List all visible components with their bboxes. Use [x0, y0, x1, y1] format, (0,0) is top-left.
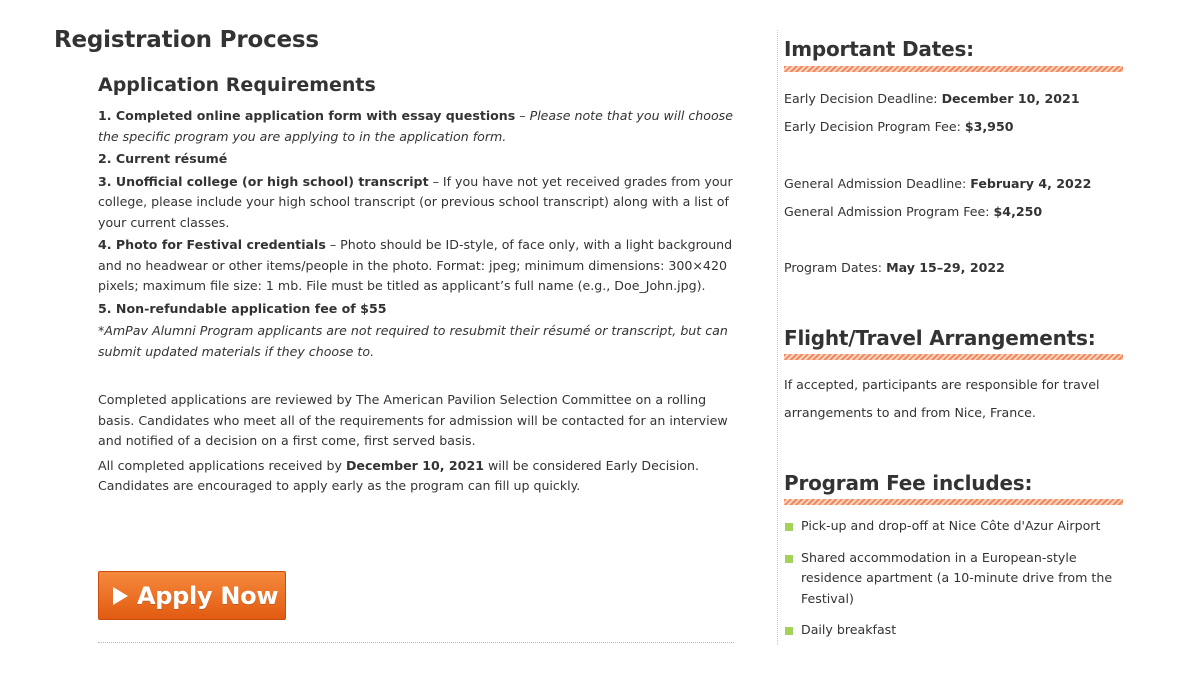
- square-bullet-icon: [785, 555, 793, 563]
- fee-includes-title: Program Fee includes:: [784, 471, 1033, 495]
- date-value: May 15–29, 2022: [886, 260, 1005, 275]
- requirement-separator: –: [515, 108, 530, 123]
- requirement-label: 5. Non-refundable application fee of $55: [98, 300, 387, 316]
- requirement-separator: –: [325, 237, 341, 252]
- apply-now-button[interactable]: [98, 571, 286, 620]
- date-label: Program Dates:: [784, 260, 887, 275]
- list-item: [784, 620, 1124, 641]
- apply-now-label: Apply Now: [137, 581, 279, 610]
- requirement-label: 2. Current résumé: [98, 151, 228, 166]
- requirement-separator: –: [428, 173, 443, 189]
- column-divider: [777, 30, 778, 645]
- early-text-after: will be considered Early Decision. Candidates are encouraged to apply early as the program can fill up quickly.: [98, 457, 700, 493]
- list-item: [784, 516, 1124, 537]
- date-label: General Admission Deadline:: [784, 176, 971, 191]
- travel-text: If accepted, participants are responsible for travel arrangements to and from Nice, France.: [784, 377, 1100, 420]
- travel-title: Flight/Travel Arrangements:: [784, 326, 1096, 350]
- requirement-detail: If you have not yet received grades from your college, please include your high school transcript (or previous school transcript) along with a list of your current classes.: [98, 173, 733, 230]
- fee-item-text: Shared accommodation in a European-style residence apartment (a 10-minute drive from the Festival): [801, 549, 1113, 606]
- date-label: General Admission Program Fee:: [784, 204, 994, 219]
- date-row: [784, 91, 1080, 106]
- date-row: [784, 176, 1091, 191]
- divider: [98, 642, 734, 643]
- heading-stripe: [784, 66, 1123, 72]
- early-decision-paragraph: [98, 456, 738, 497]
- date-row: [784, 119, 1013, 134]
- requirement-note: Please note that you will choose the specific program you are applying to in the application form.: [98, 108, 733, 144]
- important-dates-title: Important Dates:: [784, 37, 974, 61]
- requirement-label: 1. Completed online application form with essay questions: [98, 108, 516, 123]
- play-arrow-icon: [113, 587, 128, 605]
- requirement-item: [98, 235, 738, 297]
- requirement-item: [98, 149, 738, 170]
- fee-item-text: Pick-up and drop-off at Nice Côte d'Azur Airport: [801, 518, 1101, 533]
- date-value: December 10, 2021: [941, 91, 1080, 106]
- requirements-section: [98, 74, 738, 497]
- date-value: February 4, 2022: [970, 176, 1092, 191]
- early-text-before: All completed applications received by: [98, 457, 346, 473]
- requirement-label: 3. Unofficial college (or high school) transcript: [98, 173, 429, 189]
- date-value: $3,950: [964, 119, 1014, 134]
- requirement-item: [98, 299, 738, 320]
- heading-stripe: [784, 354, 1123, 360]
- date-row: [784, 260, 1005, 275]
- date-label: Early Decision Deadline:: [784, 91, 942, 106]
- early-decision-date: December 10, 2021: [345, 457, 484, 473]
- square-bullet-icon: [785, 627, 793, 635]
- date-label: Early Decision Program Fee:: [784, 119, 965, 134]
- fee-item-text: Daily breakfast: [801, 622, 897, 637]
- list-item: [784, 548, 1124, 610]
- requirement-detail: Photo should be ID-style, of face only, with a light background and no headwear or other items/people in the photo. Format: jpeg; minimum dimensions: 300×420 pixels; maximum file size: 1 mb. File must be titled as applicant’s full name (e.g., Doe_John.jpg).: [98, 237, 733, 293]
- square-bullet-icon: [785, 523, 793, 531]
- requirement-item: [98, 106, 738, 147]
- date-row: [784, 204, 1042, 219]
- alumni-note: *AmPav Alumni Program applicants are not required to resubmit their résumé or transcript, but can submit updated materials if they choose to.: [98, 323, 728, 359]
- heading-stripe: [784, 499, 1123, 505]
- requirement-item: [98, 172, 738, 234]
- date-value: $4,250: [993, 204, 1043, 219]
- requirements-title: Application Requirements: [98, 74, 376, 96]
- review-paragraph: Completed applications are reviewed by The American Pavilion Selection Committee on a rolling basis. Candidates who meet all of the requirements for admission will be contacted for an interview and notified of a decision on a first come, first served basis.: [98, 392, 728, 448]
- requirement-label: 4. Photo for Festival credentials: [98, 237, 326, 252]
- page-title: Registration Process: [54, 27, 319, 53]
- fee-includes-list: [784, 516, 1124, 652]
